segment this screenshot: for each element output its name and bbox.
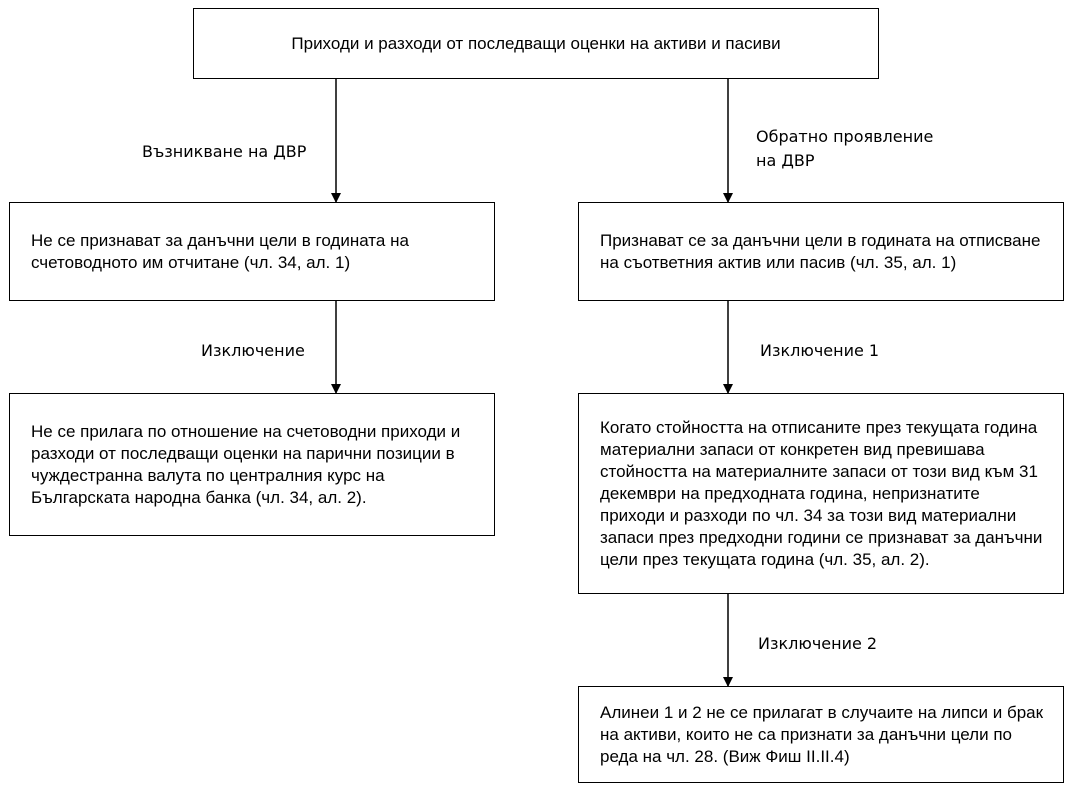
label-dvr-origination: Възникване на ДВР: [142, 142, 307, 161]
box-recognized-on-writeoff: [578, 202, 1064, 301]
box-not-recognized-text: Не се признават за данъчни цели в годината на счетоводното им отчитане (чл. 34, ал. 1): [31, 230, 409, 272]
box-shortage-scrap-exception: [578, 686, 1064, 783]
box-foreign-currency-exception: [9, 393, 495, 536]
box-inventory-exception: [578, 393, 1064, 594]
top-box: [193, 8, 879, 79]
box-inventory-exception-text: Когато стойността на отписаните през текущата година материални запаси от конкретен вид превишава стойността на материалните запаси от този вид към 31 декември на предходната година, непризнатите приходи и разходи по чл. 34 за този вид материални запаси през предходни години се признават за данъчни цели през текущата година (чл. 35, ал. 2).: [600, 417, 1043, 569]
box-recognized-on-writeoff-text: Признават се за данъчни цели в годината на отписване на съответния актив или пасив (чл. 35, ал. 1): [600, 230, 1041, 272]
top-box-text: Приходи и разходи от последващи оценки на активи и пасиви: [291, 33, 781, 53]
box-not-recognized: [9, 202, 495, 301]
box-foreign-currency-exception-text: Не се прилага по отношение на счетоводни приходи и разходи от последващи оценки на парични позиции в чуждестранна валута по централния курс на Българската народна банка (чл. 34, ал. 2).: [31, 421, 461, 507]
label-exception: Изключение: [201, 341, 305, 360]
label-dvr-reversal: Обратно проявление на ДВР: [756, 127, 934, 170]
label-exception-1: Изключение 1: [760, 341, 880, 360]
box-shortage-scrap-exception-text: Алинеи 1 и 2 не се прилагат в случаите на липси и брак на активи, които не са признати за данъчни цели по реда на чл. 28. (Виж Фиш II.II.4): [600, 702, 1044, 766]
label-exception-2: Изключение 2: [758, 634, 878, 653]
